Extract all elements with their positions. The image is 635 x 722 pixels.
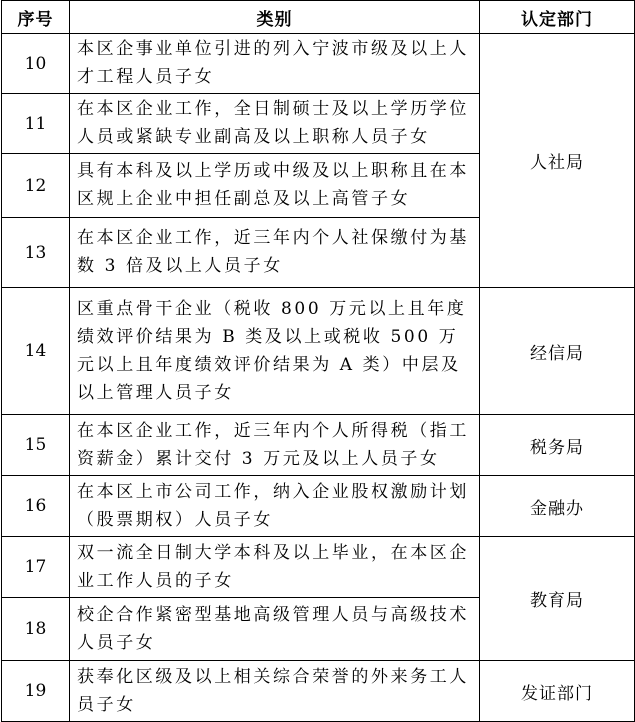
row-index: 13 <box>2 218 70 288</box>
row-category: 在本区企业工作，全日制硕士及以上学历学位人员或紧缺专业副高及以上职称人员子女 <box>70 94 480 154</box>
row-category: 在本区企业工作，近三年内个人社保缴付为基数 3 倍及以上人员子女 <box>70 218 480 288</box>
department-cell: 税务局 <box>480 415 635 476</box>
table-header-row <box>2 1 635 34</box>
row-category: 双一流全日制大学本科及以上毕业，在本区企业工作人员的子女 <box>70 537 480 598</box>
row-index: 18 <box>2 598 70 661</box>
row-category: 在本区企业工作，近三年内个人所得税（指工资薪金）累计交付 3 万元及以上人员子女 <box>70 415 480 476</box>
row-category: 本区企事业单位引进的列入宁波市级及以上人才工程人员子女 <box>70 34 480 94</box>
table-row <box>2 288 635 415</box>
header-category: 类别 <box>70 1 480 34</box>
row-category: 校企合作紧密型基地高级管理人员与高级技术人员子女 <box>70 598 480 661</box>
row-index: 12 <box>2 154 70 218</box>
department-cell: 发证部门 <box>480 661 635 722</box>
row-category: 具有本科及以上学历或中级及以上职称且在本区规上企业中担任副总及以上高管子女 <box>70 154 480 218</box>
row-index: 11 <box>2 94 70 154</box>
table-row <box>2 476 635 537</box>
table-row <box>2 661 635 722</box>
row-index: 19 <box>2 661 70 722</box>
table-row <box>2 537 635 598</box>
row-index: 14 <box>2 288 70 415</box>
department-cell: 教育局 <box>480 537 635 661</box>
department-cell: 金融办 <box>480 476 635 537</box>
admission-criteria-table <box>1 0 635 722</box>
row-index: 10 <box>2 34 70 94</box>
row-category: 获奉化区级及以上相关综合荣誉的外来务工人员子女 <box>70 661 480 722</box>
row-index: 17 <box>2 537 70 598</box>
header-department: 认定部门 <box>480 1 635 34</box>
row-category: 区重点骨干企业（税收 800 万元以上且年度绩效评价结果为 B 类及以上或税收 500 万元以上且年度绩效评价结果为 A 类）中层及以上管理人员子女 <box>70 288 480 415</box>
department-cell: 经信局 <box>480 288 635 415</box>
table-row <box>2 34 635 94</box>
row-index: 15 <box>2 415 70 476</box>
row-index: 16 <box>2 476 70 537</box>
header-index: 序号 <box>2 1 70 34</box>
department-cell: 人社局 <box>480 34 635 288</box>
row-category: 在本区上市公司工作，纳入企业股权激励计划（股票期权）人员子女 <box>70 476 480 537</box>
table-row <box>2 415 635 476</box>
